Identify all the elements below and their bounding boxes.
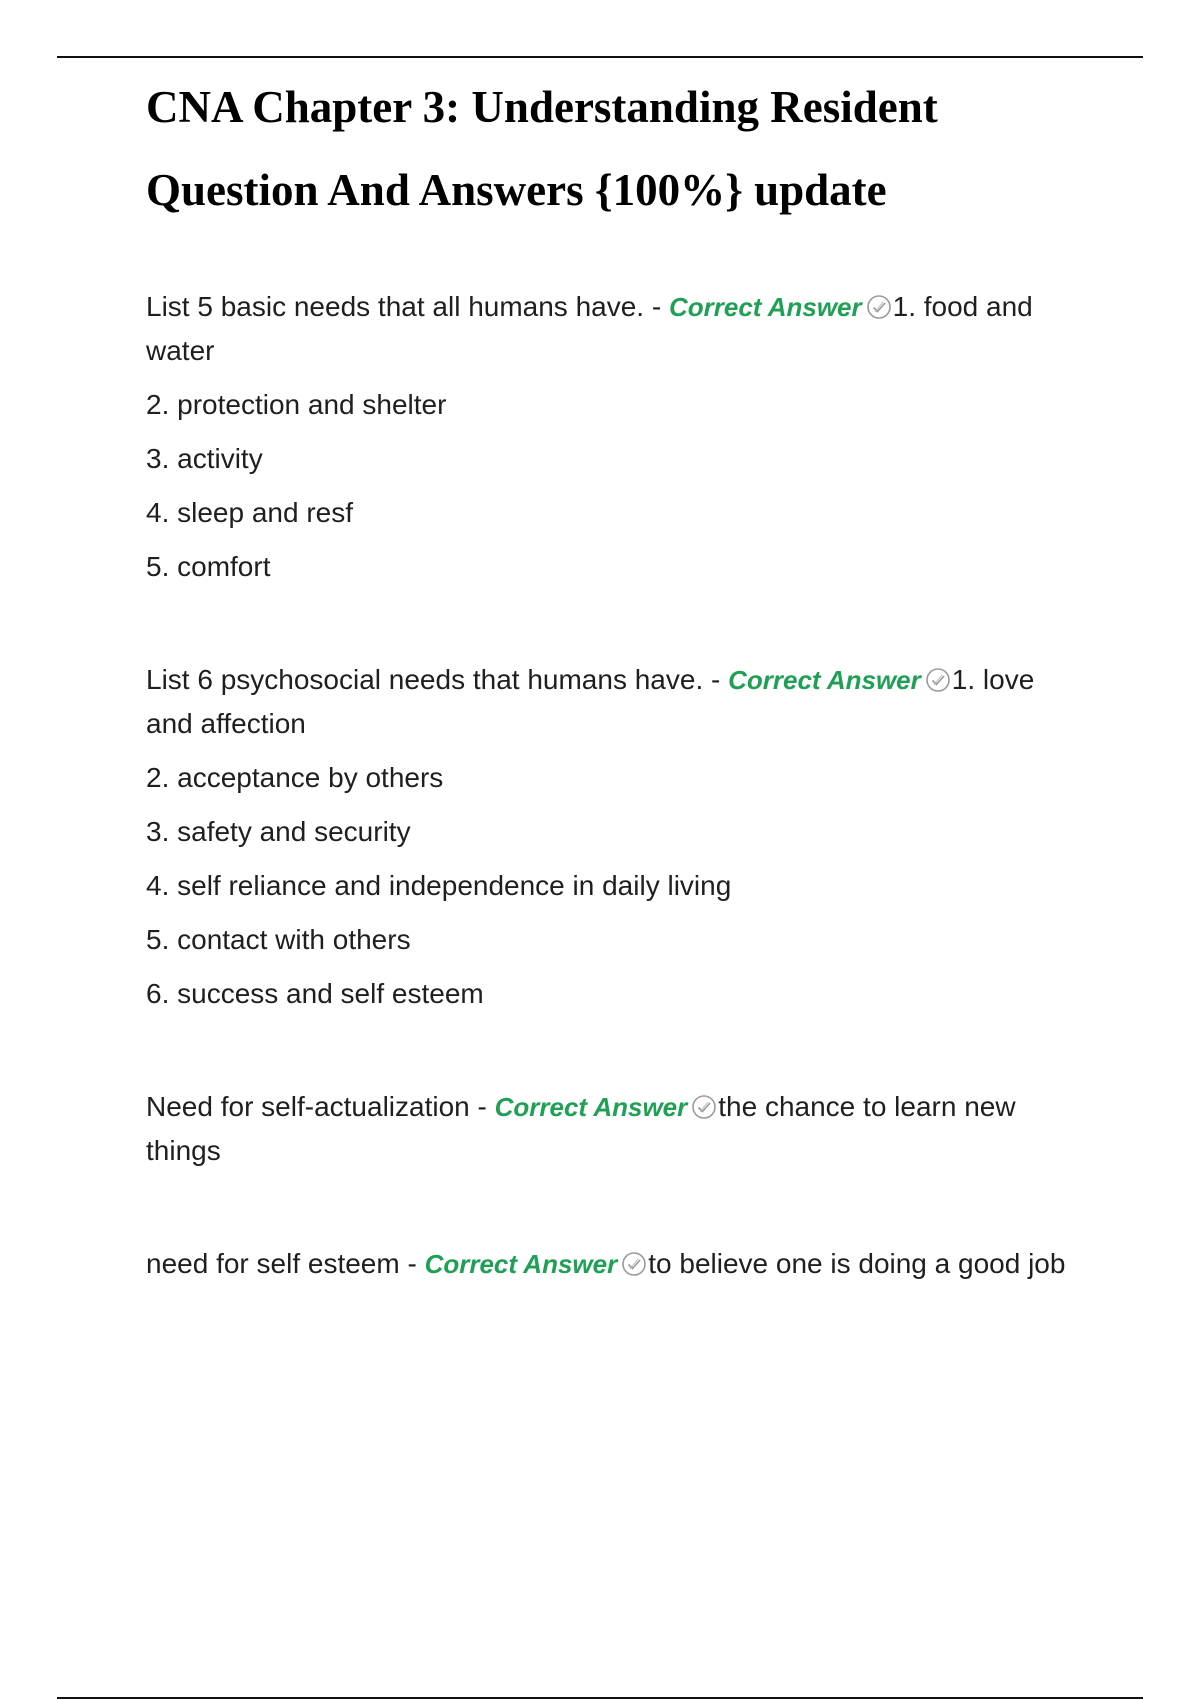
- check-circle-icon: [621, 1251, 647, 1277]
- answer-text: 1. food and water: [146, 291, 1033, 366]
- correct-answer-label: Correct Answer: [668, 292, 862, 322]
- qa-block-basic-needs: [146, 285, 1076, 588]
- answer-item: 4. self reliance and independence in daily living: [146, 870, 732, 901]
- answer-item: 3. safety and security: [146, 816, 411, 847]
- qa-block-self-actualization: [146, 1085, 1076, 1172]
- correct-answer-label: Correct Answer: [494, 1092, 688, 1122]
- answer-item: 5. contact with others: [146, 924, 411, 955]
- question-text: [146, 1085, 1076, 1172]
- question-text: [146, 1242, 1076, 1286]
- document-title: [146, 66, 1076, 232]
- qa-block-psychosocial-needs: [146, 658, 1076, 1015]
- question-text: [146, 285, 1076, 372]
- correct-answer-label: Correct Answer: [728, 665, 921, 695]
- answer-item: 3. activity: [146, 443, 263, 474]
- question-prompt: Need for self-actualization -: [146, 1091, 495, 1122]
- answer-item: 6. success and self esteem: [146, 978, 484, 1009]
- answer-item: 4. sleep and resf: [146, 497, 354, 528]
- title-line-2: Question And Answers {100%} update: [146, 165, 887, 215]
- answer-item: 2. acceptance by others: [146, 762, 444, 793]
- question-prompt: need for self esteem -: [146, 1248, 425, 1279]
- question-text: [146, 658, 1076, 745]
- answer-item: 2. protection and shelter: [146, 389, 447, 420]
- answer-text: to believe one is doing a good job: [648, 1248, 1066, 1279]
- answer-item: 5. comfort: [146, 551, 271, 582]
- check-circle-icon: [866, 294, 892, 320]
- question-prompt: List 6 psychosocial needs that humans have. -: [146, 664, 729, 695]
- correct-answer-label: Correct Answer: [424, 1249, 618, 1279]
- check-circle-icon: [691, 1094, 717, 1120]
- title-line-1: CNA Chapter 3: Understanding Resident: [146, 82, 938, 132]
- qa-block-self-esteem: [146, 1242, 1076, 1286]
- answer-text: the chance to learn new things: [146, 1091, 1016, 1166]
- question-prompt: List 5 basic needs that all humans have. -: [146, 291, 669, 322]
- top-rule: [57, 56, 1143, 58]
- bottom-rule: [57, 1697, 1143, 1699]
- document-content: [146, 66, 1076, 1286]
- answer-text: 1. love and affection: [146, 664, 1035, 739]
- check-circle-icon: [925, 667, 951, 693]
